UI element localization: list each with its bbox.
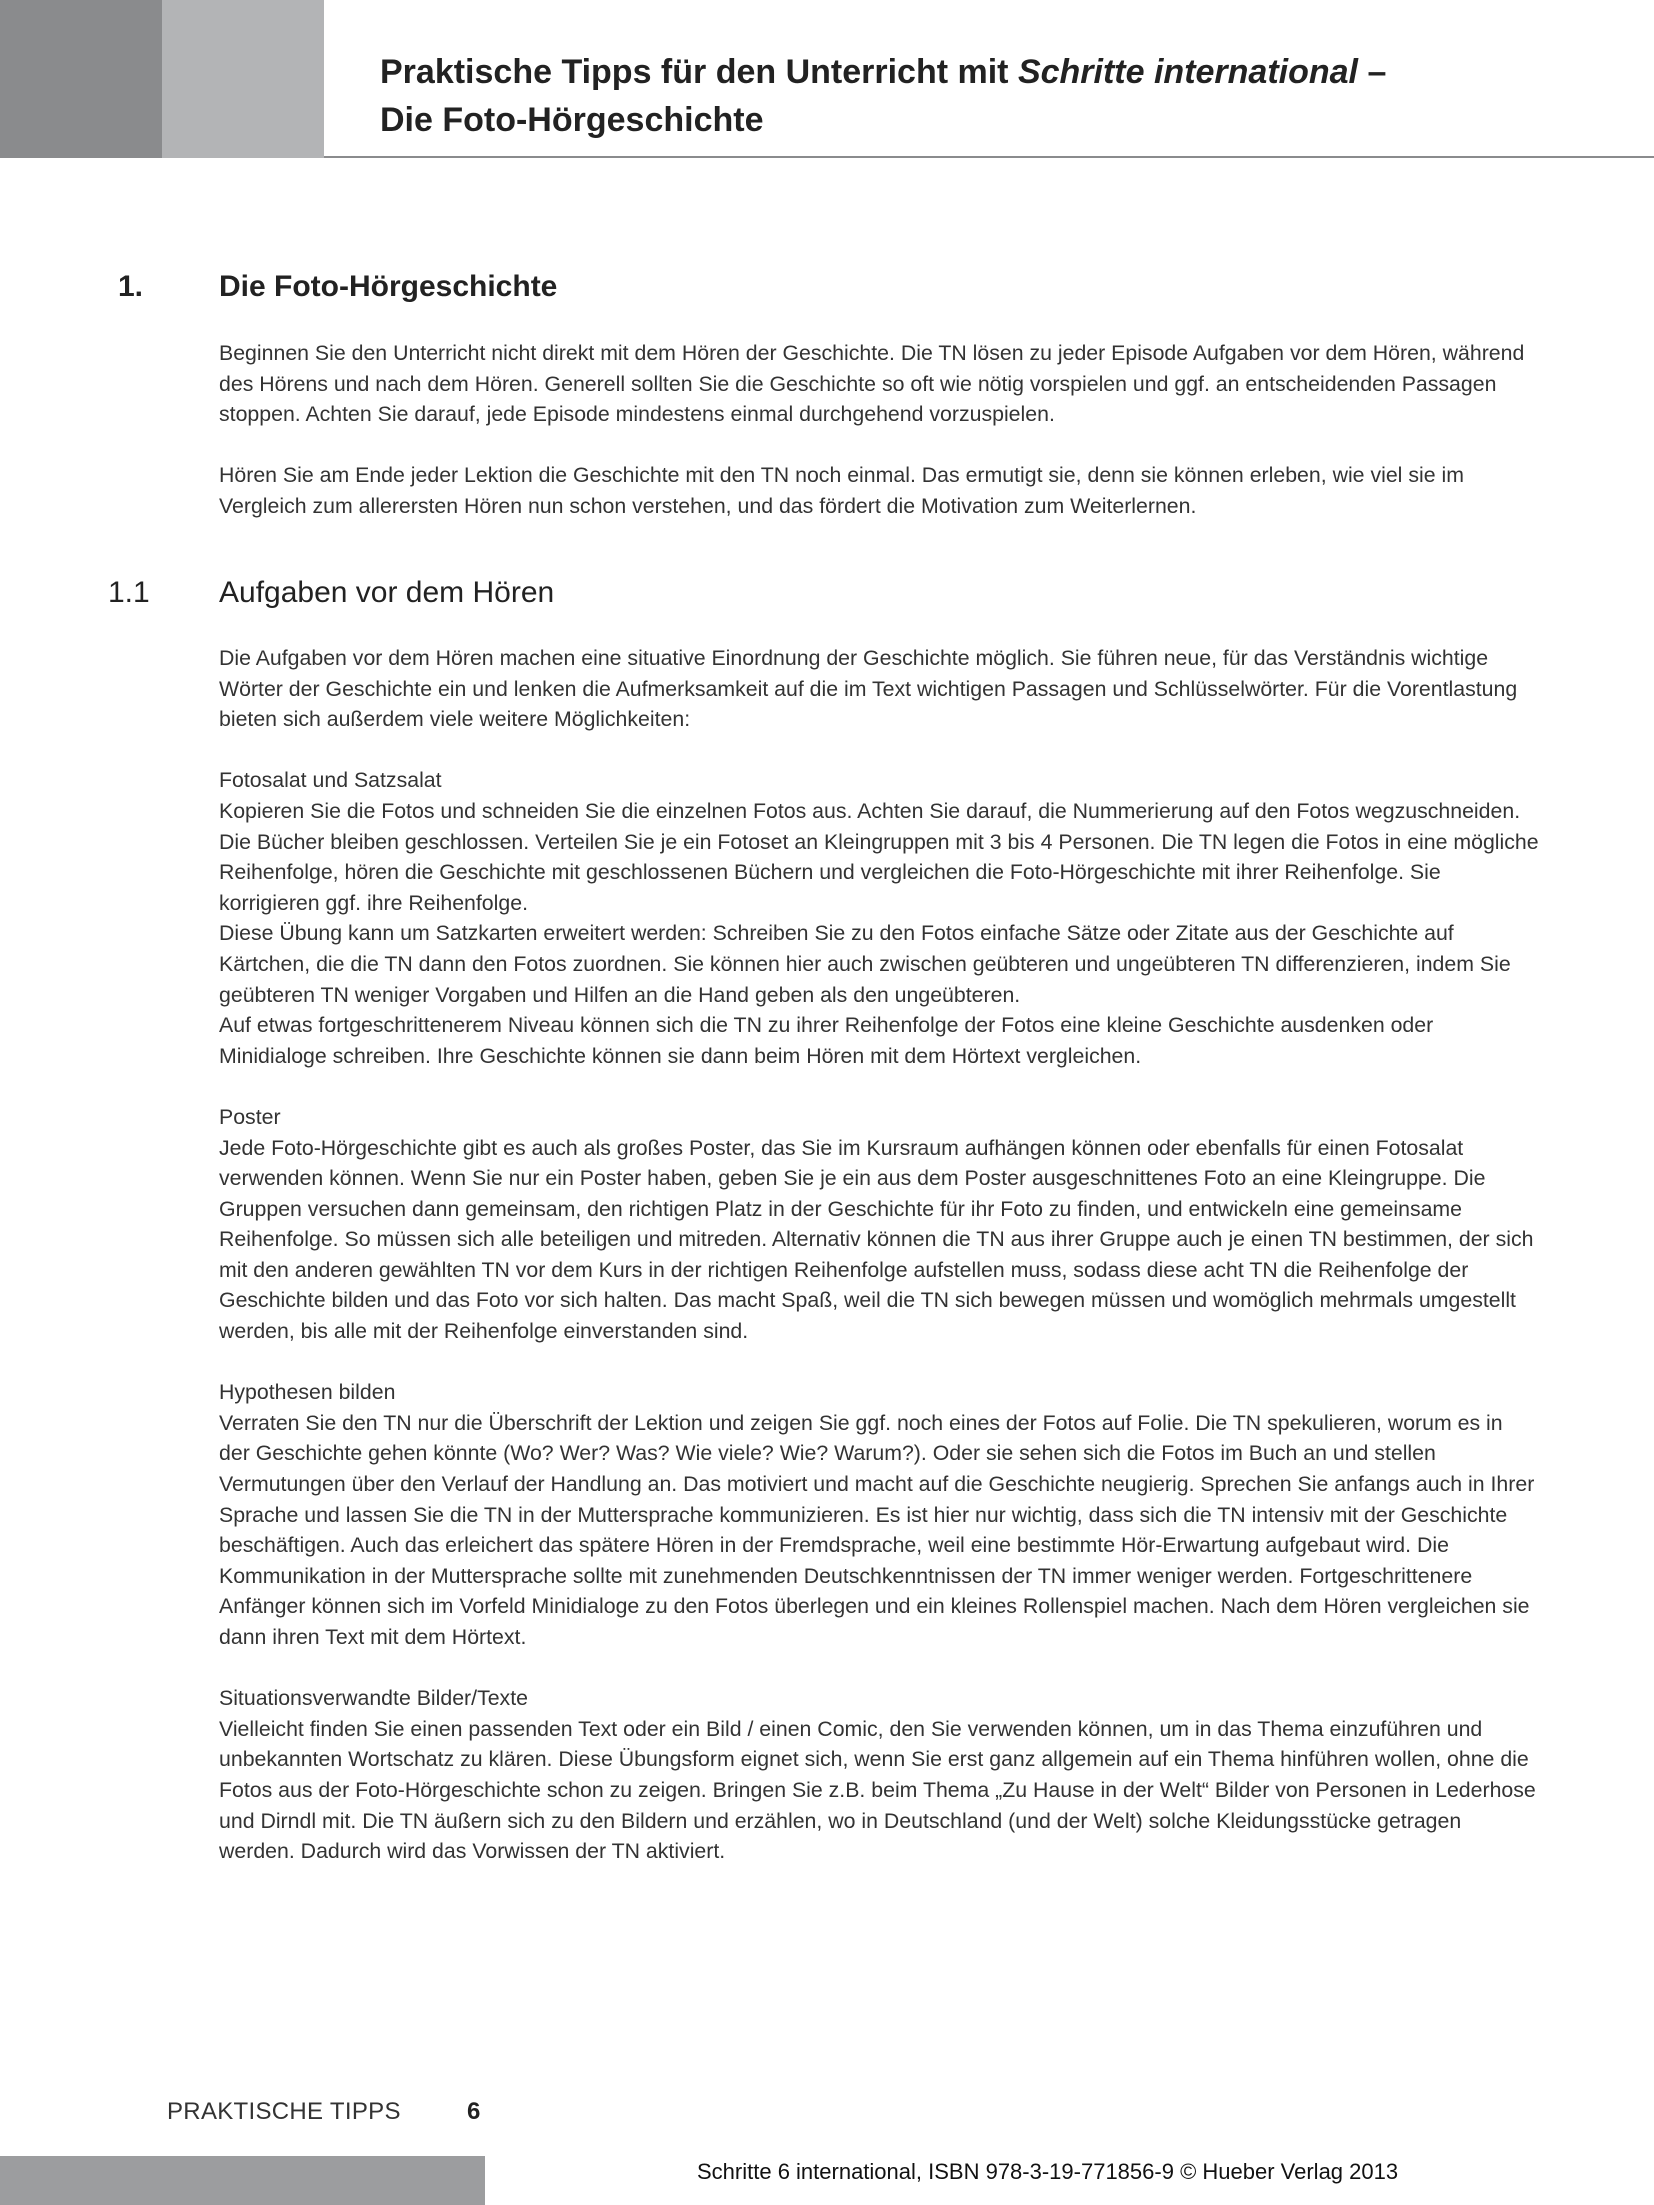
fotosalat-para-2: Diese Übung kann um Satzkarten erweitert werden: Schreiben Sie zu den Fotos einfache Sätze oder Zitate aus der Geschichte auf Kärtchen, die die TN dann den Fotos zuordnen. Sie können hier auch zwischen geübteren und ungeübteren TN differenzieren, indem Sie geübteren TN weniger Vorgaben und Hilfen an die Hand geben als den ungeübteren. — [219, 921, 1511, 1007]
title-part1: Praktische Tipps für den Unterricht mit — [380, 53, 1018, 91]
situation-text: Vielleicht finden Sie einen passenden Text oder ein Bild / einen Comic, den Sie verwenden können, um in das Thema einzuführen und unbekannten Wortschatz zu klären. Diese Übungsform eignet sich, wenn Sie erst ganz allgemein auf ein Thema hinführen wollen, ohne die Fotos aus der Foto-Hörgeschichte schon zu zeigen. Bringen Sie z.B. beim Thema „Zu Hause in der Welt“ Bilder von Personen in Lederhose und Dirndl mit. Die TN äußern sich zu den Bildern und erzählen, wo in Deutschland (und der Welt) solche Kleidungsstücke getragen werden. Dadurch wird das Vorwissen der TN aktiviert. — [219, 1716, 1536, 1864]
fotosalat-heading: Fotosalat und Satzsalat — [219, 768, 442, 793]
header-gray-block-dark — [0, 0, 162, 158]
section-1-1-body — [219, 643, 1539, 1867]
poster-text: Jede Foto-Hörgeschichte gibt es auch als großes Poster, das Sie im Kursraum aufhängen können oder ebenfalls für einen Fotosalat verwenden können. Wenn Sie nur ein Poster haben, geben Sie je ein aus dem Poster ausgeschnittenes Foto an eine Kleingruppe. Die Gruppen versuchen dann gemeinsam, den richtigen Platz in der Geschichte für ihr Foto zu finden, und entwickeln eine gemeinsame Reihenfolge. So müssen sich alle beteiligen und mitreden. Alternativ können die TN aus ihrer Gruppe auch je einen TN bestimmen, der sich mit den anderen gewählten TN vor dem Kurs in der richtigen Reihenfolge aufstellen muss, sodass diese acht TN die Reihenfolge der Geschichte bilden und das Foto vor sich halten. Das macht Spaß, weil die TN sich bewegen müssen und womöglich mehrmals umgestellt werden, bis alle mit der Reihenfolge einverstanden sind. — [219, 1135, 1534, 1344]
title-dash: – — [1358, 53, 1387, 91]
header-gray-block-light — [162, 0, 324, 158]
section-1-1-intro: Die Aufgaben vor dem Hören machen eine situative Einordnung der Geschichte möglich. Sie führen neue, für das Verständnis wichtige Wörter der Geschichte ein und lenken die Aufmerksamkeit auf die im Text wichtigen Passagen und Schlüsselwörter. Für die Vorentlastung bieten sich außerdem viele weitere Möglichkeiten: — [219, 646, 1518, 732]
page-title — [380, 48, 1610, 144]
section-1-1-title: Aufgaben vor dem Hören — [219, 576, 555, 609]
fotosalat-para-1: Kopieren Sie die Fotos und schneiden Sie die einzelnen Fotos aus. Achten Sie darauf, die Nummerierung auf den Fotos wegzuschneiden. Die Bücher bleiben geschlossen. Verteilen Sie je ein Fotoset an Kleingruppen mit 3 bis 4 Personen. Die TN legen die Fotos in eine mögliche Reihenfolge, hören die Geschichte mit geschlossenen Büchern und vergleichen die Foto-Hörgeschichte mit ihrer Reihenfolge. Sie korrigieren ggf. ihre Reihenfolge. — [219, 798, 1539, 915]
section-1-para-2: Hören Sie am Ende jeder Lektion die Geschichte mit den TN noch einmal. Das ermutigt sie, denn sie können erleben, wie viel sie im Vergleich zum allerersten Hören nun schon verstehen, und das fördert die Motivation zum Weiterlernen. — [219, 463, 1464, 518]
title-line2: Die Foto-Hörgeschichte — [380, 101, 764, 139]
page-number: 6 — [467, 2098, 481, 2125]
header-rule — [324, 156, 1654, 158]
footer-isbn: Schritte 6 international, ISBN 978-3-19-771856-9 © Hueber Verlag 2013 — [697, 2159, 1399, 2184]
poster-heading: Poster — [219, 1104, 281, 1129]
footer-label: PRAKTISCHE TIPPS — [167, 2098, 401, 2125]
footer-gray-bar — [0, 2156, 485, 2205]
section-1-para-1: Beginnen Sie den Unterricht nicht direkt mit dem Hören der Geschichte. Die TN lösen zu jeder Episode Aufgaben vor dem Hören, während des Hörens und nach dem Hören. Generell sollten Sie die Geschichte so oft wie nötig vorspielen und ggf. an entscheidenden Passagen stoppen. Achten Sie darauf, jede Episode mindestens einmal durchgehend vorzuspielen. — [219, 341, 1525, 427]
section-1-body — [219, 338, 1539, 522]
section-1-title: Die Foto-Hörgeschichte — [219, 270, 558, 303]
title-italic: Schritte international — [1017, 53, 1359, 91]
fotosalat-para-3: Auf etwas fortgeschrittenerem Niveau können sich die TN zu ihrer Reihenfolge der Fotos eine kleine Geschichte ausdenken oder Minidialoge schreiben. Ihre Geschichte können sie dann beim Hören mit dem Hörtext vergleichen. — [219, 1013, 1434, 1068]
section-1-number: 1. — [118, 270, 144, 303]
situation-heading: Situationsverwandte Bilder/Texte — [219, 1686, 528, 1711]
section-1-1-number: 1.1 — [108, 576, 150, 609]
hypothesen-heading: Hypothesen bilden — [219, 1380, 396, 1405]
hypothesen-text: Verraten Sie den TN nur die Überschrift der Lektion und zeigen Sie ggf. noch eines der Fotos auf Folie. Die TN spekulieren, worum es in der Geschichte gehen könnte (Wo? Wer? Was? Wie viele? Wie? Warum?). Oder sie sehen sich die Fotos im Buch an und stellen Vermutungen über den Verlauf der Handlung an. Das motiviert und macht auf die Geschichte neugierig. Sprechen Sie anfangs auch in Ihrer Sprache und lassen Sie die TN in der Muttersprache kommunizieren. Es ist hier nur wichtig, dass sich die TN intensiv mit der Geschichte beschäftigen. Auch das erleichert das spätere Hören in der Fremdsprache, weil eine bestimmte Hör-Erwartung aufgebaut wird. Die Kommunikation in der Muttersprache sollte mit zunehmenden Deutschkenntnissen der TN immer weniger werden. Fortgeschrittenere Anfänger können sich im Vorfeld Minidialoge zu den Fotos überlegen und ein kleines Rollenspiel machen. Nach dem Hören vergleichen sie dann ihren Text mit dem Hörtext. — [219, 1410, 1535, 1649]
